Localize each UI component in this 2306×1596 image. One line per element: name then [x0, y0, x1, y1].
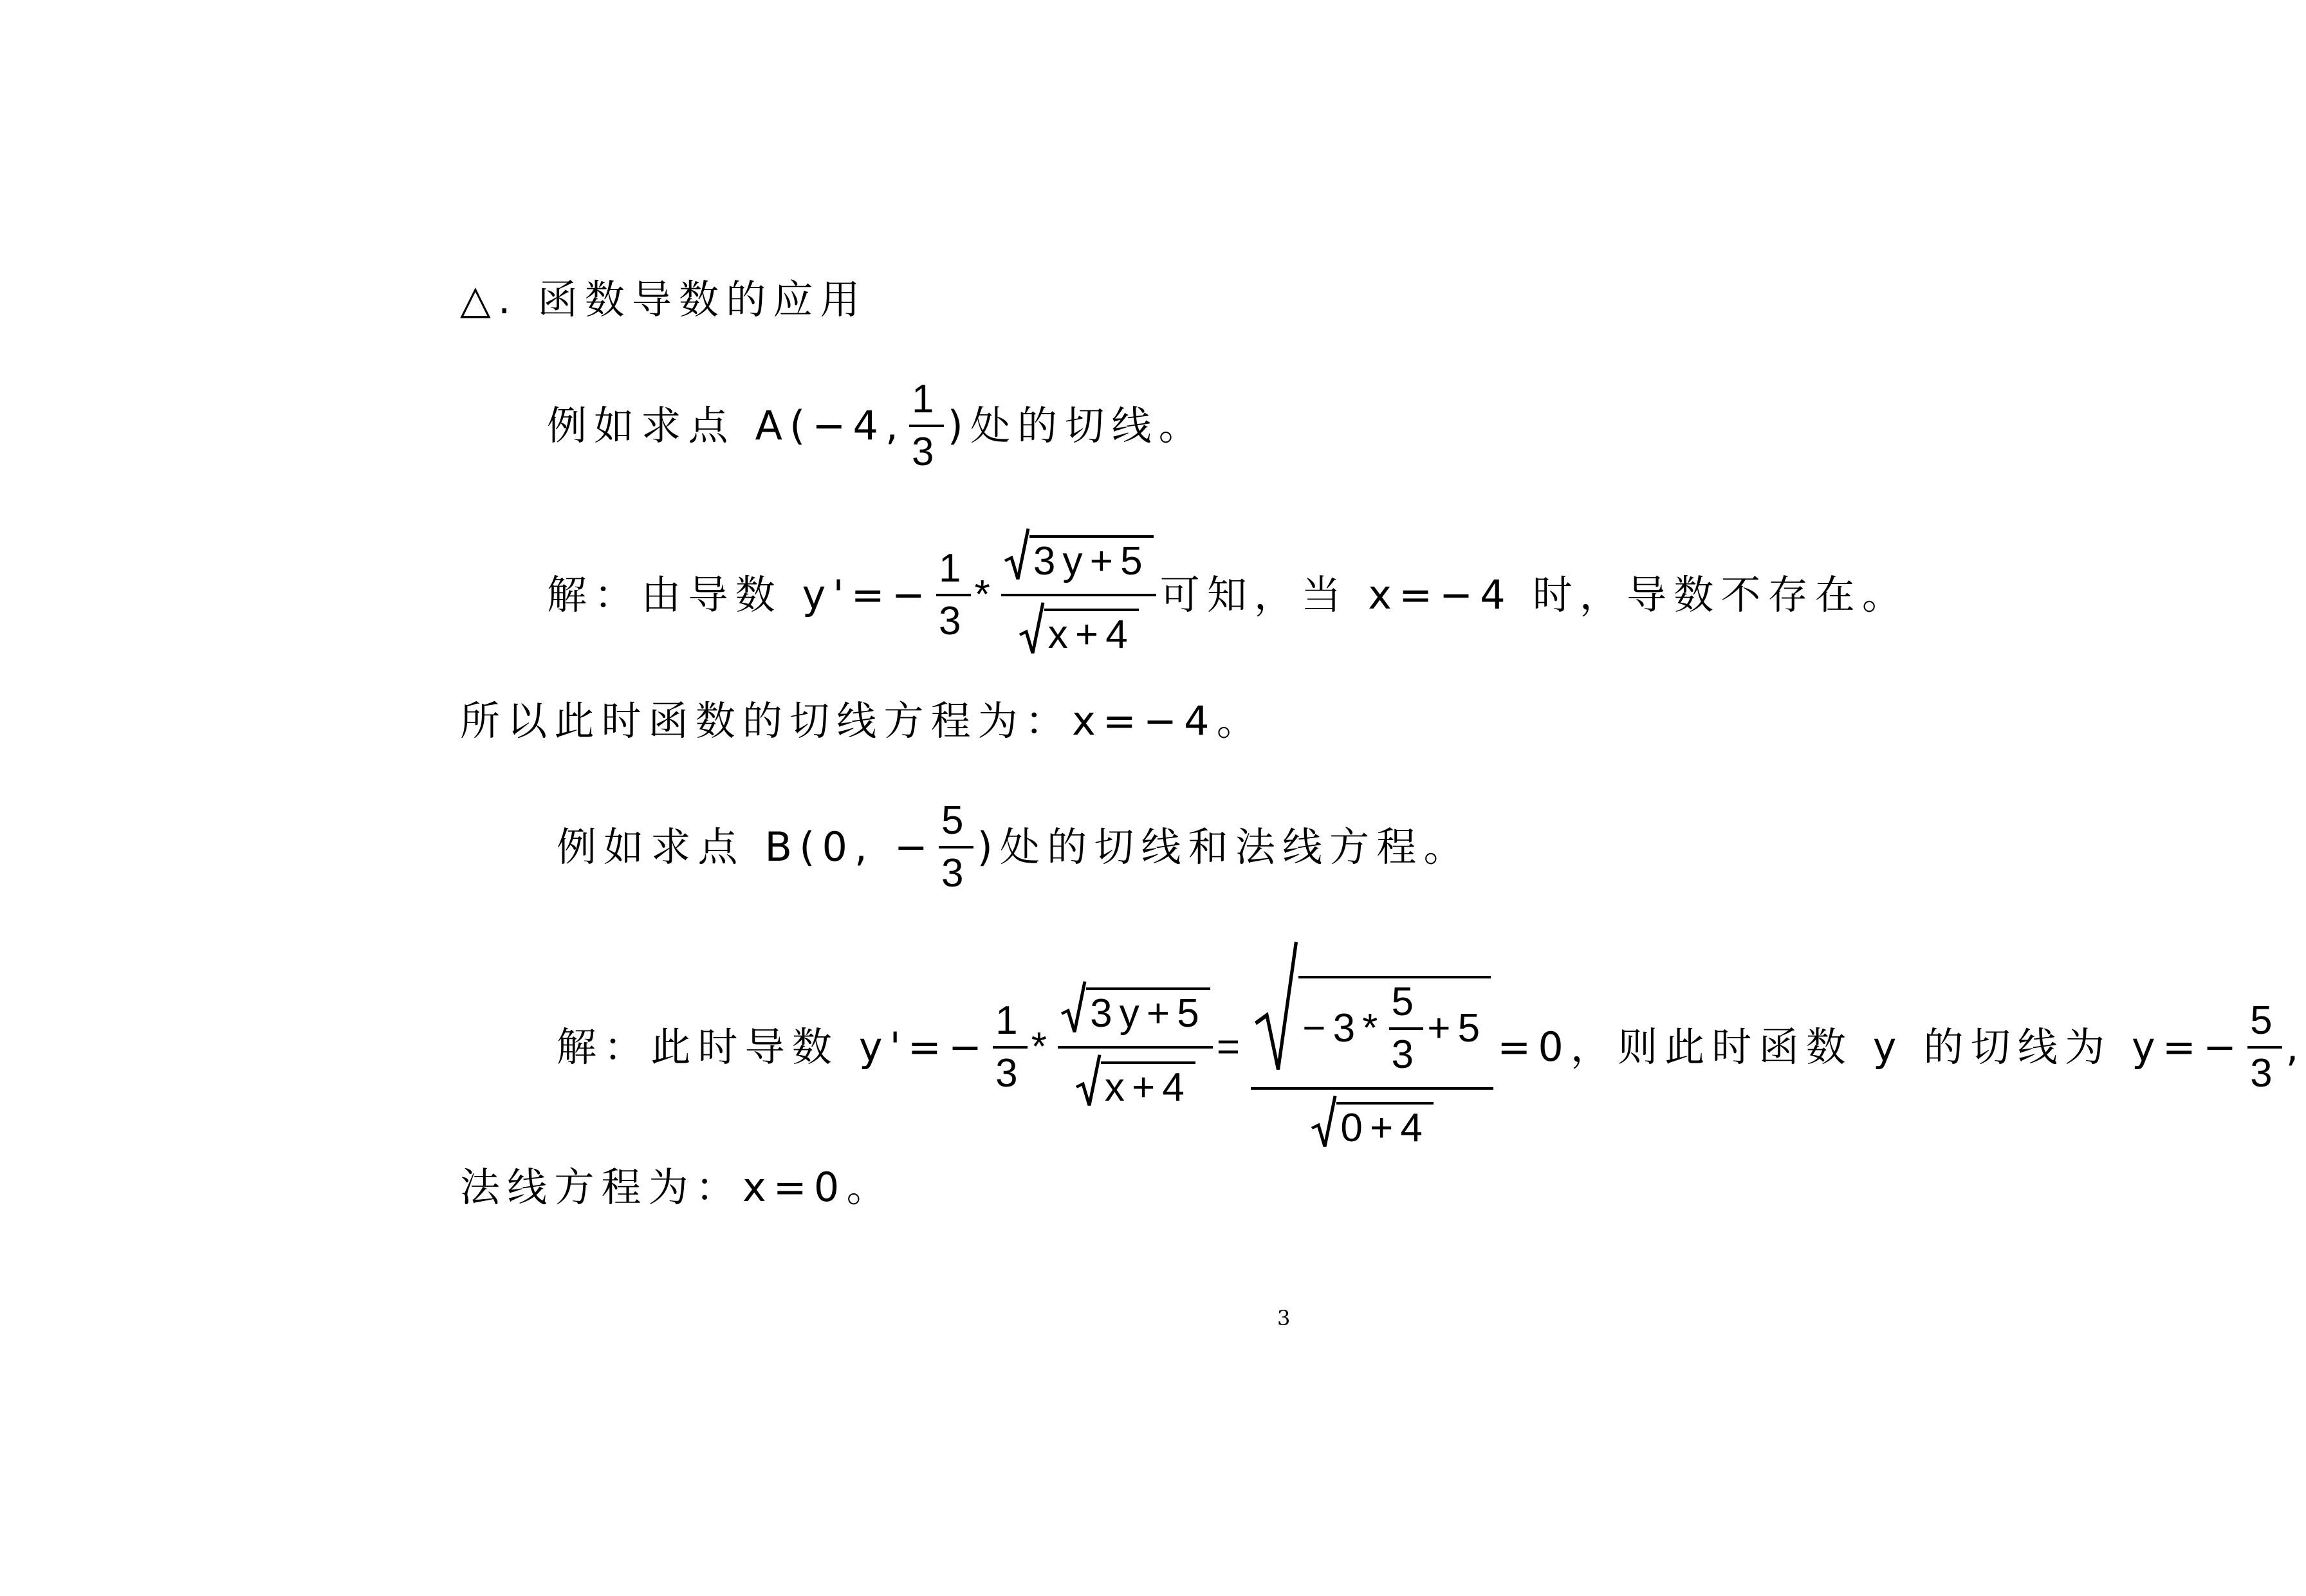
square-root-large: [1253, 939, 1491, 1075]
radical-sign-icon: [1253, 939, 1298, 1075]
fraction-denominator: 3: [938, 598, 968, 643]
conclusion-1-text: 所以此时函数的切线方程为：x=−4。: [460, 697, 1264, 744]
section-heading: [460, 276, 867, 323]
equals-sign: =: [1216, 1025, 1248, 1070]
heading-text: △. 函数导数的应用: [460, 276, 867, 323]
solution-2-tail: ,: [2285, 1023, 2306, 1071]
evaluated-numerator: [1251, 939, 1493, 1087]
example-2-prompt-pre: 例如求点 B(0, −: [557, 823, 936, 870]
fraction-numerator: 5: [1391, 979, 1421, 1024]
radicand-pre: −3*: [1302, 1005, 1385, 1050]
radicand: 0+4: [1336, 1102, 1434, 1148]
radical-numerator: [1058, 980, 1213, 1047]
example-2: [557, 798, 1471, 895]
solution-2-evaluated-fraction: [1251, 939, 1493, 1155]
solution-1-fraction-one-third: [936, 546, 971, 643]
radical-sign-icon: [1060, 980, 1086, 1034]
fraction-numerator: 5: [2250, 998, 2280, 1043]
conclusion-2-text: 法线方程为：x=0。: [460, 1164, 894, 1211]
radicand-fraction: [1389, 979, 1424, 1077]
solution-2-prefix: 解：此时导数 y'=−: [557, 1023, 990, 1071]
solution-2: [557, 939, 2306, 1155]
fraction-denominator: 3: [2250, 1051, 2280, 1096]
square-root: [1060, 980, 1210, 1034]
page-number: 3: [1277, 1306, 1291, 1330]
radical-numerator: [1001, 527, 1156, 594]
square-root: [1311, 1095, 1434, 1149]
radical-sign-icon: [1004, 527, 1029, 582]
radical-sign-icon: [1311, 1095, 1336, 1149]
radicand: x+4: [1044, 609, 1139, 655]
radicand: 3y+5: [1086, 987, 1210, 1034]
example-1-prompt-post: )处的切线。: [947, 402, 1206, 449]
solution-2-radical-fraction: [1058, 980, 1213, 1115]
fraction-denominator: 3: [912, 430, 941, 474]
conclusion-2: [460, 1164, 894, 1211]
radical-sign-icon: [1075, 1054, 1101, 1108]
radical-denominator: [1016, 596, 1141, 663]
times-sign: *: [1031, 1025, 1055, 1070]
square-root: [1075, 1054, 1195, 1108]
square-root: [1004, 527, 1154, 582]
solution-1-prefix: 解：由导数 y'=−: [547, 571, 932, 618]
square-root: [1019, 601, 1139, 656]
solution-2-fraction-one-third: [993, 998, 1028, 1096]
example-2-prompt-post: )处的切线和法线方程。: [977, 823, 1471, 870]
evaluated-denominator: [1308, 1090, 1436, 1156]
fraction-denominator: 3: [941, 851, 971, 895]
radicand: [1298, 976, 1491, 1075]
radicand-post: +5: [1427, 1005, 1488, 1050]
conclusion-1: [460, 697, 1264, 744]
solution-1-radical-fraction: [1001, 527, 1156, 662]
solution-1-suffix: 可知，当 x=−4 时，导数不存在。: [1159, 571, 1910, 618]
radicand: x+4: [1101, 1061, 1195, 1108]
times-sign: *: [974, 572, 997, 617]
fraction-numerator: 5: [941, 798, 971, 843]
example-1-fraction: [909, 377, 944, 474]
solution-2-middle: =0，则此时函数 y 的切线为 y=−: [1497, 1023, 2244, 1071]
radicand: 3y+5: [1029, 535, 1154, 582]
solution-1: [547, 527, 1909, 662]
fraction-denominator: 3: [995, 1051, 1025, 1096]
fraction-numerator: 1: [995, 998, 1025, 1043]
example-1: [547, 377, 1206, 474]
fraction-numerator: 1: [938, 546, 968, 591]
tangent-fraction: [2247, 998, 2282, 1096]
example-1-prompt-pre: 例如求点 A(−4,: [547, 402, 906, 449]
fraction-denominator: 3: [1391, 1032, 1421, 1077]
radical-sign-icon: [1019, 601, 1044, 656]
fraction-numerator: 1: [912, 377, 941, 421]
example-2-fraction: [939, 798, 973, 895]
radical-denominator: [1073, 1049, 1198, 1115]
